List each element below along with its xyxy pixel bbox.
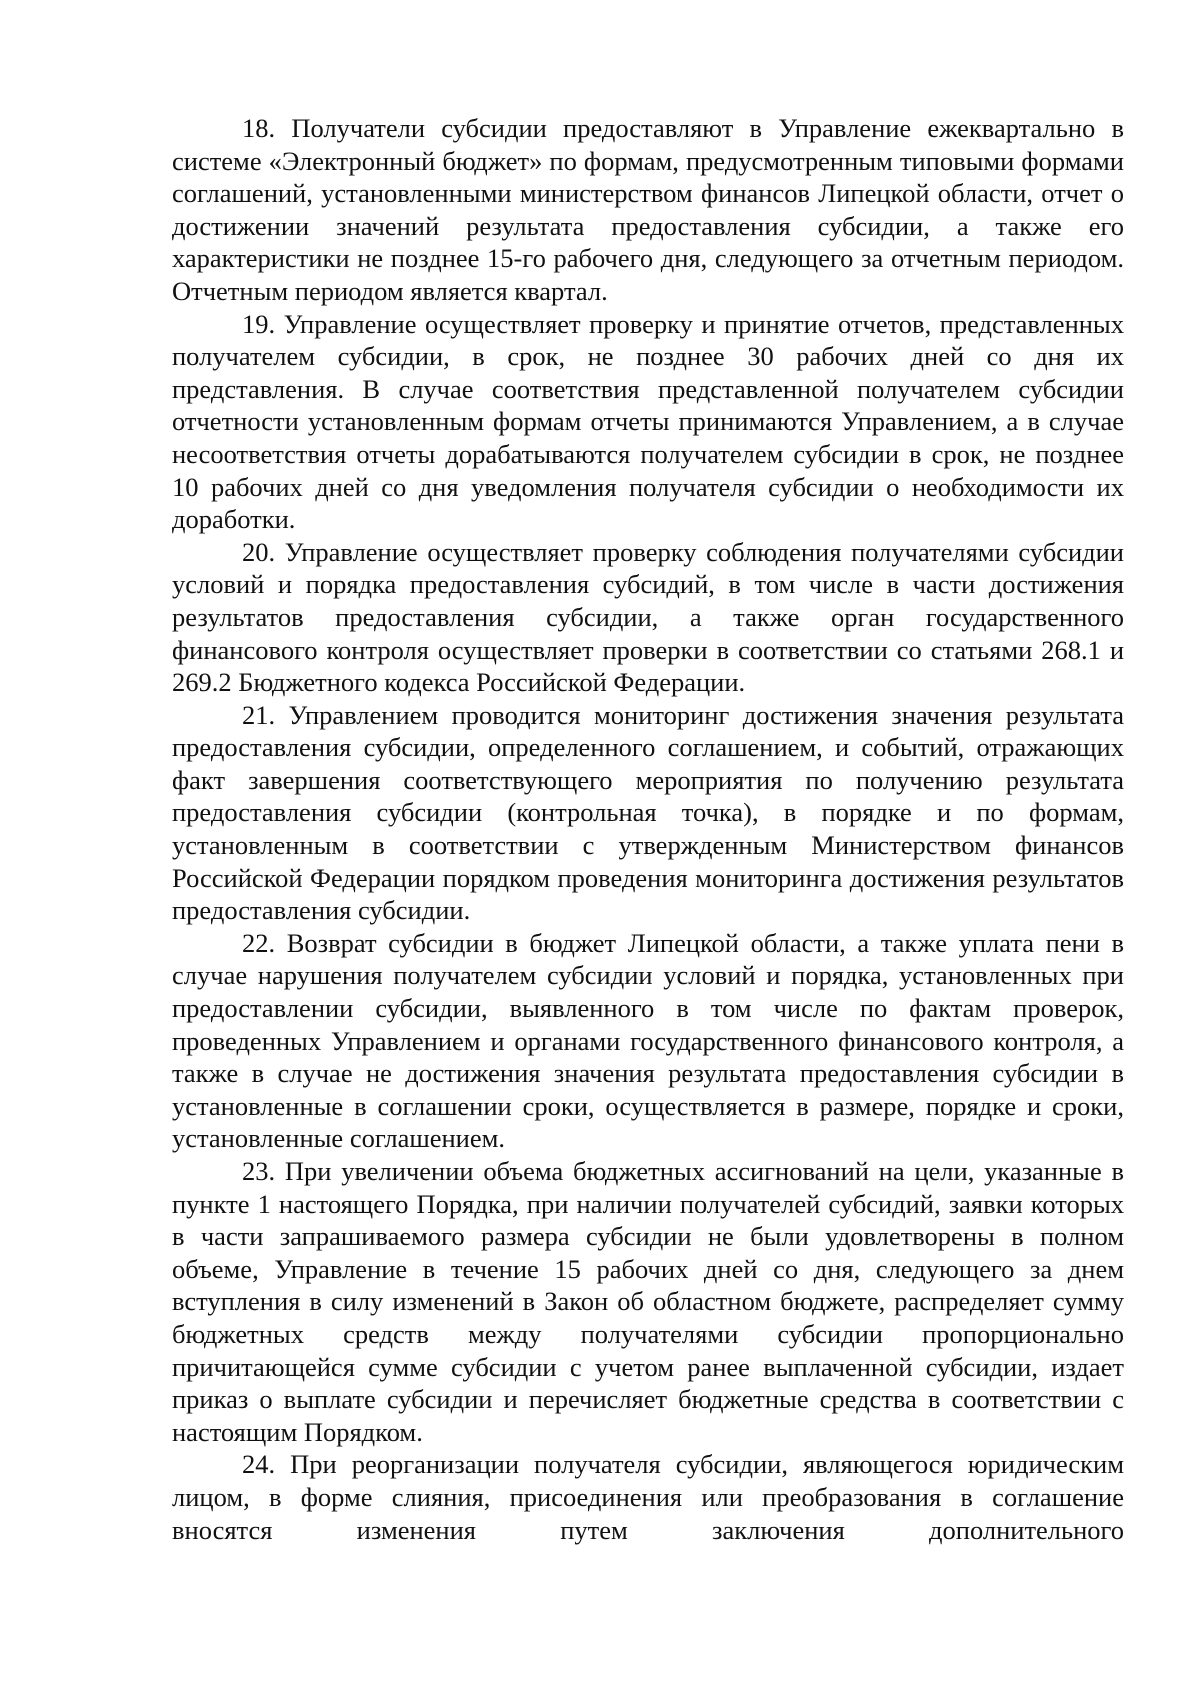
paragraph-23: 23. При увеличении объема бюджетных ассигнований на цели, указанные в пункте 1 настоящего Порядка, при наличии получателей субсидий, заявки которых в части запрашиваемого размера субсидии не были удовлетворены в полном объеме, Управление в течение 15 рабочих дней со дня, следующего за днем вступления в силу изменений в Закон об областном бюджете, распределяет сумму бюджетных средств между получателями субсидии пропорционально причитающейся сумме субсидии с учетом ранее выплаченной субсидии, издает приказ о выплате субсидии и перечисляет бюджетные средства в соответствии с настоящим Порядком. [172, 1156, 1124, 1447]
document-body [172, 112, 1124, 1546]
paragraph-19: 19. Управление осуществляет проверку и принятие отчетов, представленных получателем субсидии, в срок, не позднее 30 рабочих дней со дня их представления. В случае соответствия представленной получателем субсидии отчетности установленным формам отчеты принимаются Управлением, а в случае несоответствия отчеты дорабатываются получателем субсидии в срок, не позднее 10 рабочих дней со дня уведомления получателя субсидии о необходимости их доработки. [172, 308, 1124, 535]
paragraph-22: 22. Возврат субсидии в бюджет Липецкой области, а также уплата пени в случае нарушения получателем субсидии условий и порядка, установленных при предоставлении субсидии, выявленного в том числе по фактам проверок, проведенных Управлением и органами государственного финансового контроля, а также в случае не достижения значения результата предоставления субсидии в установленные в соглашении сроки, осуществляется в размере, порядке и сроки, установленные соглашением. [172, 927, 1124, 1154]
paragraph-18: 18. Получатели субсидии предоставляют в Управление ежеквартально в системе «Электронный бюджет» по формам, предусмотренным типовыми формами соглашений, установленными министерством финансов Липецкой области, отчет о достижении значений результата предоставления субсидии, а также его характеристики не позднее 15-го рабочего дня, следующего за отчетным периодом. Отчетным периодом является квартал. [172, 113, 1124, 306]
paragraph-21: 21. Управлением проводится мониторинг достижения значения результата предоставления субсидии, определенного соглашением, и событий, отражающих факт завершения соответствующего мероприятия по получению результата предоставления субсидии (контрольная точка), в порядке и по формам, установленным в соответствии с утвержденным Министерством финансов Российской Федерации порядком проведения мониторинга достижения результатов предоставления субсидии. [172, 699, 1124, 926]
paragraph-20: 20. Управление осуществляет проверку соблюдения получателями субсидии условий и порядка предоставления субсидий, в том числе в части достижения результатов предоставления субсидии, а также орган государственного финансового контроля осуществляет проверки в соответствии со статьями 268.1 и 269.2 Бюджетного кодекса Российской Федерации. [172, 536, 1124, 698]
paragraph-24: 24. При реорганизации получателя субсидии, являющегося юридическим лицом, в форме слияния, присоединения или преобразования в соглашение вносятся изменения путем заключения дополнительного [172, 1449, 1124, 1545]
